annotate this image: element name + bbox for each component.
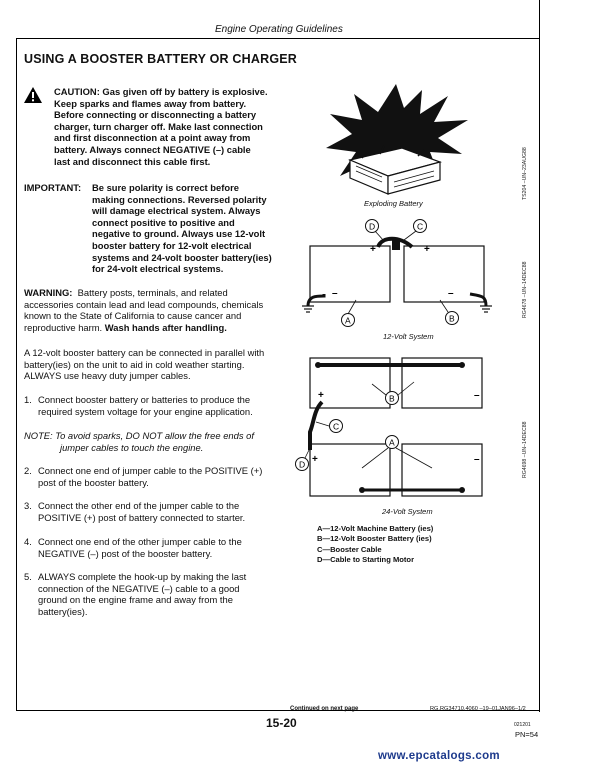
- exploding-battery-illustration: [322, 82, 472, 200]
- warning-last-plain: reproductive harm.: [24, 321, 105, 333]
- important-line: systems and 24-volt booster battery(ies): [92, 251, 272, 263]
- plus-sign: +: [318, 390, 324, 401]
- important-paragraph: [92, 182, 296, 275]
- important-line: will damage electrical system. Always: [92, 205, 261, 217]
- pn-number: PN=54: [515, 730, 539, 739]
- warning-first-line: [24, 287, 286, 299]
- warning-last-line: [24, 322, 286, 334]
- important-line: negative to ground. Always use 12-volt: [92, 228, 266, 240]
- svg-text:B: B: [449, 313, 455, 324]
- document-reference: RG,RG34710,4060 –19–01JAN96–1/2: [430, 706, 526, 712]
- svg-text:B: B: [389, 393, 395, 404]
- watermark-link[interactable]: www.epcatalogs.com: [378, 750, 500, 762]
- warning-paragraph: [24, 287, 286, 333]
- legend-item: D—Cable to Starting Motor: [317, 555, 415, 565]
- important-line: booster battery for 12-volt electrical: [92, 239, 252, 251]
- booster-to-starter-cable: [310, 402, 322, 450]
- twelve-volt-caption: 12-Volt System: [383, 332, 434, 341]
- legend-item: A—12-Volt Machine Battery (ies): [317, 524, 434, 533]
- plus-sign: +: [370, 244, 376, 255]
- warning-line: accessories contain lead and lead compounds, chemicals: [24, 298, 264, 310]
- twelve-volt-diagram: [300, 216, 500, 334]
- svg-text:A: A: [389, 437, 395, 448]
- step-1: [24, 394, 286, 417]
- figure-legend: [317, 524, 433, 566]
- continued-note: Continued on next page: [290, 706, 359, 712]
- minus-sign: –: [448, 288, 454, 299]
- step-line: Connect one end of the other jumper cable to the: [38, 536, 242, 547]
- plus-sign: +: [312, 454, 318, 465]
- step-line: Connect the other end of the jumper cable to the: [38, 500, 240, 511]
- caution-line: last and disconnect this cable first.: [54, 155, 211, 167]
- caution-line: charger, turn charger off. Make last connection: [54, 120, 263, 132]
- intro-line: ALWAYS use heavy duty jumper cables.: [24, 370, 191, 382]
- note-line-1: NOTE: To avoid sparks, DO NOT allow the free ends of: [24, 430, 254, 441]
- plus-sign: +: [424, 244, 430, 255]
- print-code: 021201: [514, 722, 531, 728]
- minus-sign: –: [474, 454, 480, 465]
- warning-label: WARNING:: [24, 287, 73, 298]
- note-paragraph: [24, 430, 286, 453]
- caution-line: Keep sparks and flames away from battery.: [54, 97, 247, 109]
- step-number: 4.: [24, 536, 32, 547]
- warning-line: known to the State of California to cause cancer and: [24, 310, 242, 322]
- figure-code-3: RG4698 –UN–14DEC88: [522, 421, 528, 478]
- intro-line: A 12-volt booster battery can be connected in parallel with: [24, 347, 265, 358]
- step-line: ground on the engine frame and away from the: [38, 594, 233, 606]
- twentyfour-volt-diagram: [292, 350, 502, 508]
- minus-sign: –: [474, 390, 480, 401]
- important-line: connect positive to positive and: [92, 216, 235, 228]
- caution-paragraph: [54, 86, 294, 167]
- svg-text:D: D: [299, 459, 306, 470]
- svg-text:A: A: [345, 315, 351, 326]
- step-line: ALWAYS complete the hook-up by making the last: [38, 571, 247, 582]
- important-line: for 24-volt electrical systems.: [92, 263, 224, 275]
- intro-line: battery(ies) on the unit to aid in cold weather starting.: [24, 358, 245, 370]
- frame-left-rule: [16, 38, 17, 710]
- page-number: 15-20: [266, 716, 297, 730]
- step-number: 2.: [24, 465, 32, 476]
- figure-code-1: TS204 –UN–23AUG88: [522, 147, 528, 200]
- battery-a-box: [310, 246, 390, 302]
- figure-code-2: RG4678 –UN–14DEC88: [522, 261, 528, 318]
- step-5: [24, 571, 286, 617]
- step-number: 5.: [24, 571, 32, 582]
- frame-right-rule: [539, 0, 540, 712]
- caution-line: battery. Always connect NEGATIVE (–) cable: [54, 143, 251, 155]
- step-line: required system voltage for your engine application.: [38, 405, 253, 417]
- step-3: [24, 500, 286, 523]
- exploding-battery-caption: Exploding Battery: [364, 199, 423, 208]
- warning-first-text: Battery posts, terminals, and related: [77, 287, 228, 298]
- warning-last-bold: Wash hands after handling.: [104, 321, 227, 333]
- svg-text:C: C: [333, 421, 340, 432]
- step-line: NEGATIVE (–) post of the booster battery.: [38, 547, 213, 559]
- intro-paragraph: [24, 347, 286, 382]
- legend-item: C—Booster Cable: [317, 544, 382, 554]
- caution-line: and first disconnection at a point away from: [54, 132, 251, 144]
- machine-battery-1: [310, 444, 390, 496]
- step-4: [24, 536, 286, 559]
- cable-clamp: [392, 238, 400, 250]
- frame-top-rule: [16, 38, 540, 39]
- caution-triangle-icon: [24, 87, 42, 103]
- twentyfour-volt-caption: 24-Volt System: [382, 507, 433, 516]
- section-title: USING A BOOSTER BATTERY OR CHARGER: [24, 52, 298, 66]
- important-label: IMPORTANT:: [24, 182, 82, 193]
- step-line: connection of the NEGATIVE (–) cable to a good: [38, 582, 240, 594]
- caution-line: CAUTION: Gas given off by battery is explosive.: [54, 86, 268, 97]
- minus-sign: –: [332, 288, 338, 299]
- step-number: 3.: [24, 500, 32, 511]
- svg-text:C: C: [417, 221, 424, 232]
- note-line-2: jumper cables to touch the engine.: [60, 441, 204, 453]
- machine-battery-2: [402, 444, 482, 496]
- caution-line: Before connecting or disconnecting a battery: [54, 109, 257, 121]
- important-line: Be sure polarity is correct before: [92, 182, 239, 193]
- step-line: POSITIVE (+) post of battery connected to starter.: [38, 511, 246, 523]
- step-line: Connect one end of jumper cable to the POSITIVE (+): [38, 465, 263, 476]
- step-2: [24, 465, 286, 488]
- step-line: battery(ies).: [38, 605, 88, 617]
- step-line: Connect booster battery or batteries to produce the: [38, 394, 251, 405]
- svg-text:D: D: [369, 221, 376, 232]
- important-line: making connections. Reversed polarity: [92, 193, 267, 205]
- legend-item: B—12-Volt Booster Battery (ies): [317, 534, 432, 544]
- running-head: Engine Operating Guidelines: [215, 24, 343, 35]
- step-number: 1.: [24, 394, 32, 405]
- step-line: post of the booster battery.: [38, 476, 149, 488]
